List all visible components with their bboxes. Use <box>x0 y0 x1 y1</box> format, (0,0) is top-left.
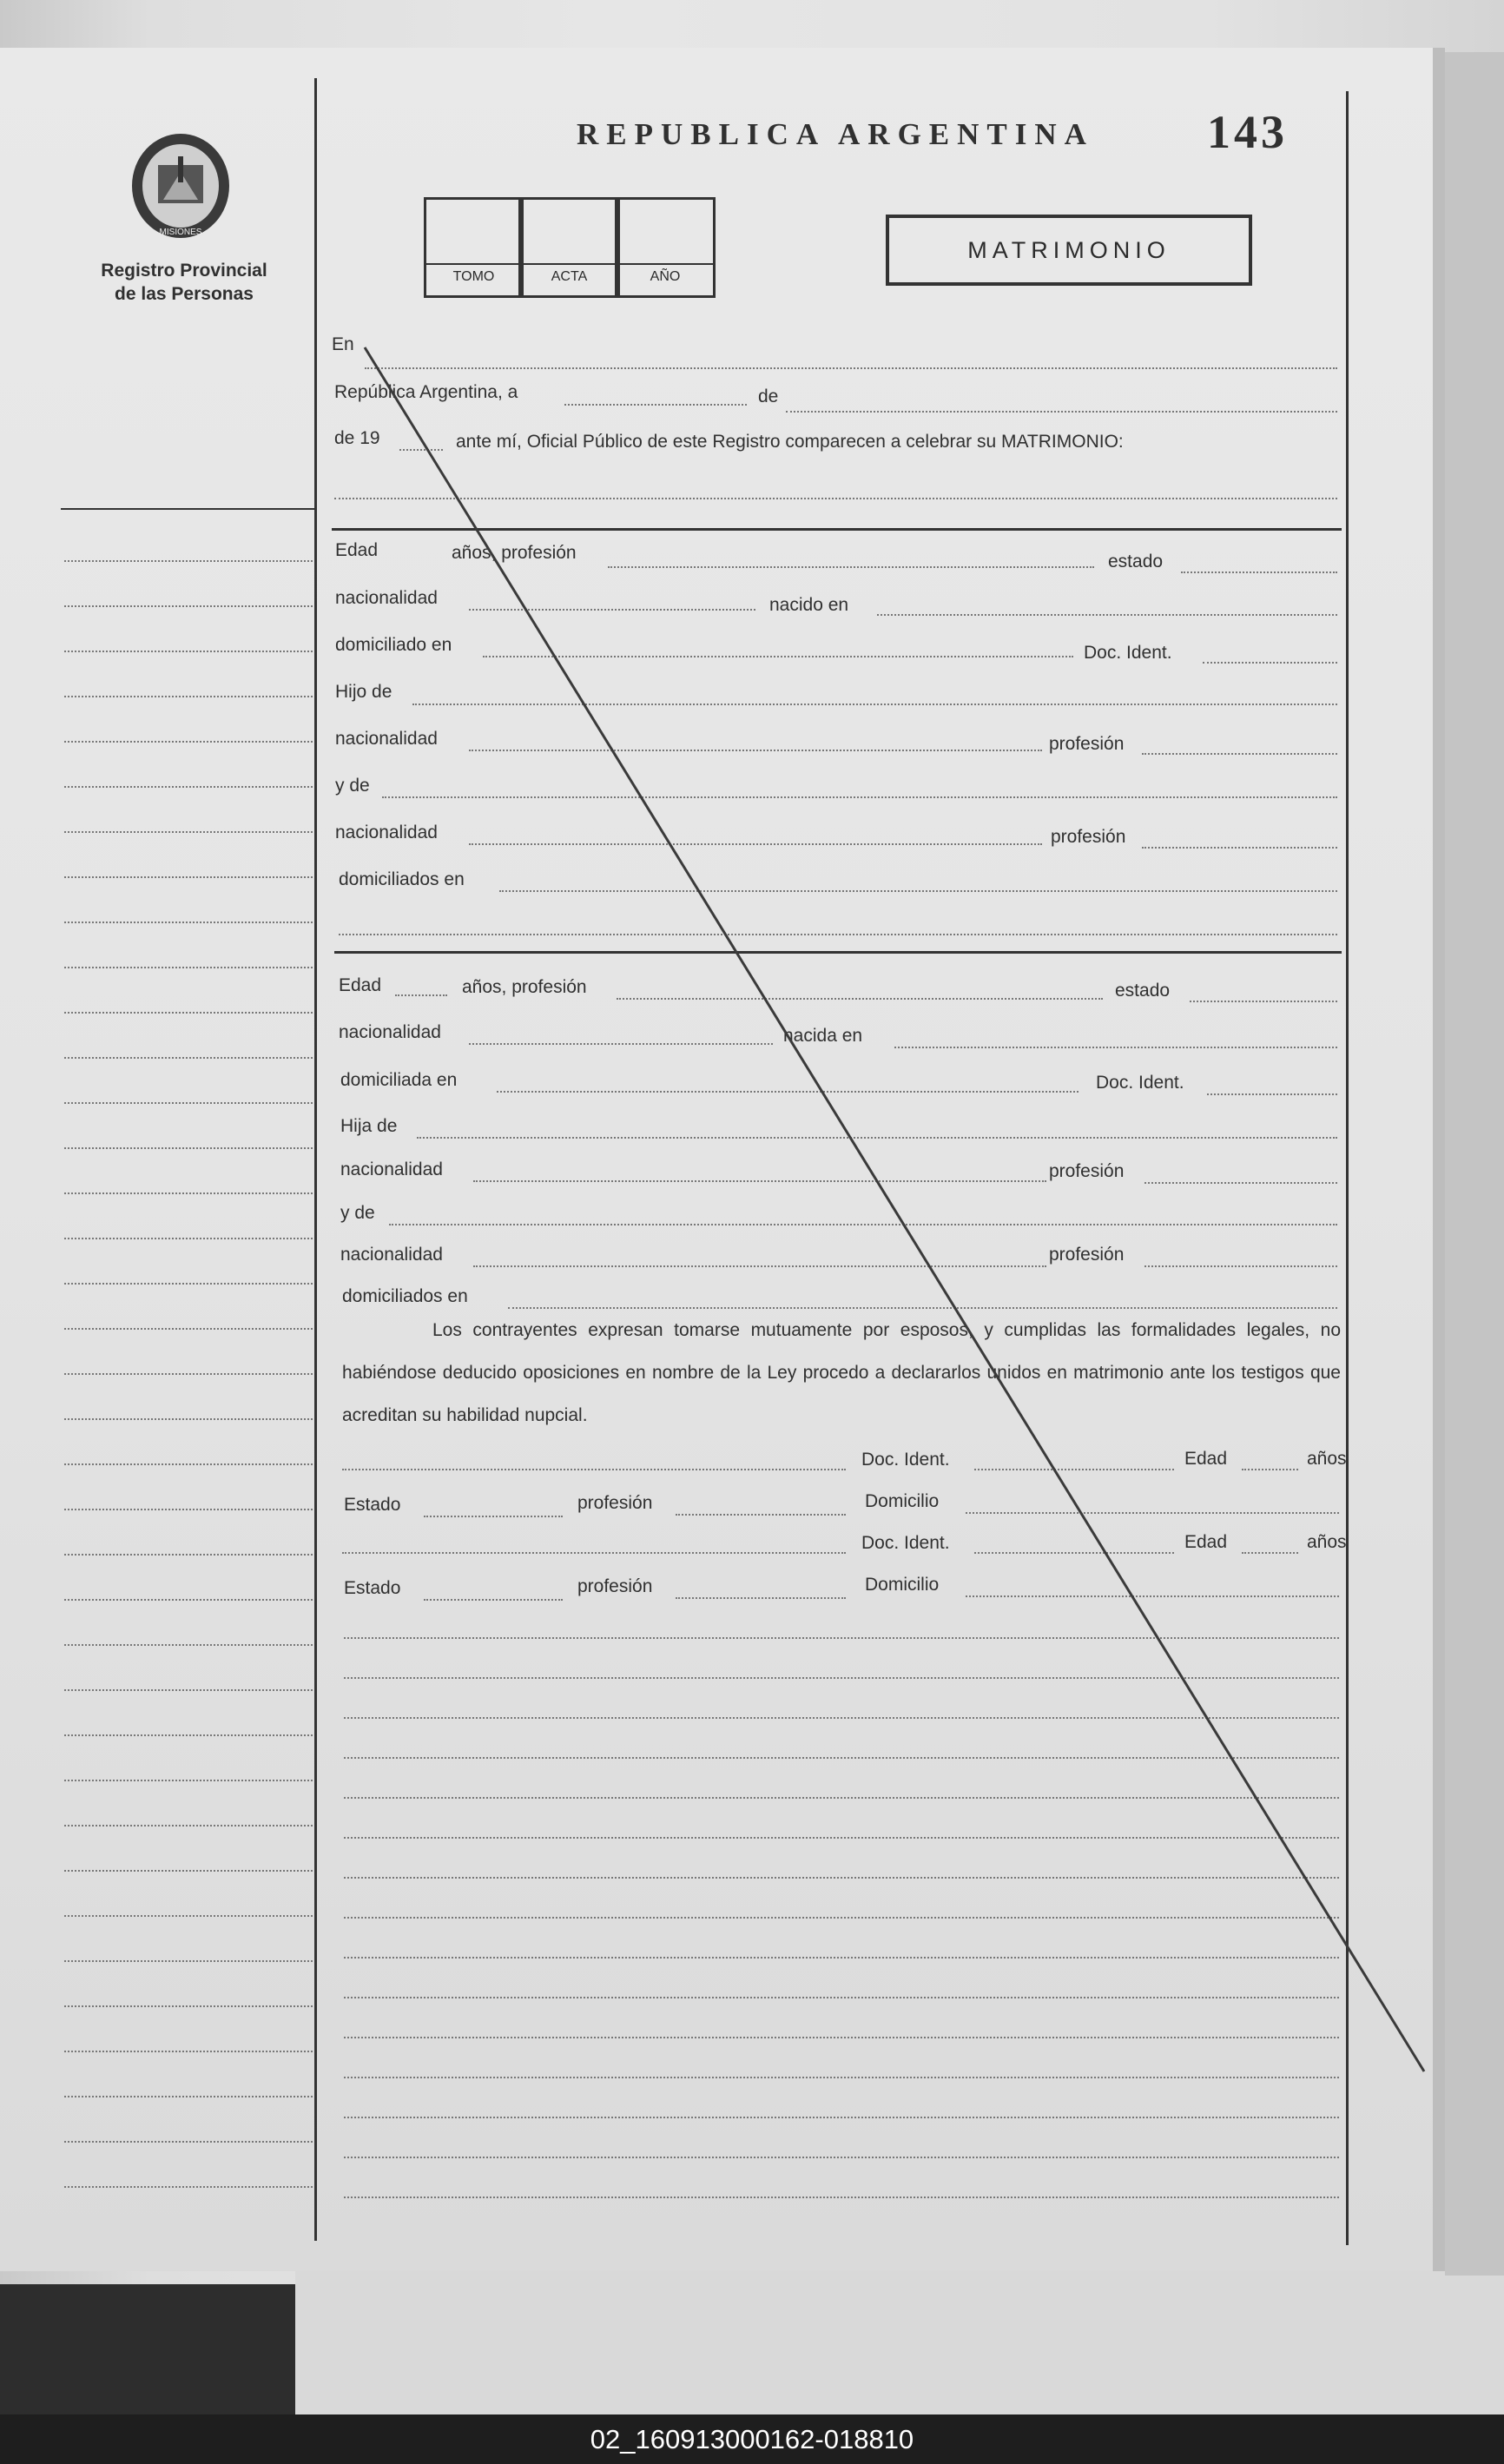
witness1-edad: Edad <box>1184 1449 1228 1469</box>
ano-label: AÑO <box>650 269 681 284</box>
witness2-anos: años <box>1307 1532 1347 1552</box>
witness2-domicilio: Domicilio <box>865 1575 940 1595</box>
intro-de: de <box>758 386 779 406</box>
folio-number: 143 <box>1207 106 1288 158</box>
intro-en: En <box>332 334 354 354</box>
bride-hija-de: Hija de <box>340 1116 398 1136</box>
background-lower-sheet <box>295 2269 1504 2414</box>
groom-profesion2: profesión <box>1051 827 1126 847</box>
witness1-domicilio: Domicilio <box>865 1491 940 1511</box>
country-title: REPUBLICA ARGENTINA <box>577 117 1094 151</box>
intro-republica: República Argentina, a <box>334 382 518 402</box>
declaration-text: Los contrayentes expresan tomarse mutuamente por esposos, y cumplidas las formalidades legales, no habiéndose deducido oposiciones en nombre de la Ley procedo a declararlos unidos en matrimonio ante los testigos que acreditan su habilidad nupcial. <box>342 1320 1341 1425</box>
bride-nacida-en: nacida en <box>783 1026 863 1046</box>
witness1-profesion: profesión <box>577 1493 653 1513</box>
witness1-estado: Estado <box>344 1495 401 1515</box>
bride-nacionalidad2: nacionalidad <box>340 1159 443 1179</box>
witness1-anos: años <box>1307 1449 1347 1469</box>
groom-nacionalidad: nacionalidad <box>335 588 438 608</box>
witness2-profesion: profesión <box>577 1576 653 1596</box>
cancellation-stroke <box>0 48 1433 2271</box>
groom-nacionalidad3: nacionalidad <box>335 822 438 842</box>
acta-label: ACTA <box>551 269 588 284</box>
registry-name-line1: Registro Provincial <box>101 261 267 281</box>
groom-domiciliados-en: domiciliados en <box>339 869 465 889</box>
bride-y-de: y de <box>340 1203 375 1223</box>
bride-nacionalidad: nacionalidad <box>339 1022 441 1042</box>
groom-estado: estado <box>1108 552 1164 571</box>
groom-nacionalidad2: nacionalidad <box>335 729 438 749</box>
groom-nacido-en: nacido en <box>769 595 849 615</box>
bride-anos-profesion: años, profesión <box>462 977 587 997</box>
witness2-estado: Estado <box>344 1578 401 1598</box>
witness1-doc: Doc. Ident. <box>861 1450 950 1470</box>
bride-profesion: profesión <box>1049 1161 1125 1181</box>
seal-text: MISIONES <box>159 228 202 237</box>
groom-y-de: y de <box>335 776 370 796</box>
act-type-label: MATRIMONIO <box>967 237 1171 263</box>
bride-nacionalidad3: nacionalidad <box>340 1245 443 1265</box>
groom-domiciliado-en: domiciliado en <box>335 635 452 655</box>
bride-edad: Edad <box>339 975 382 995</box>
background-shadow <box>0 2284 295 2414</box>
tomo-label: TOMO <box>452 269 495 284</box>
intro-de-19: de 19 <box>334 428 380 448</box>
registry-name-line2: de las Personas <box>115 284 254 304</box>
intro-comparecen: ante mí, Oficial Público de este Registro comparecen a celebrar su MATRIMONIO: <box>456 432 1124 452</box>
groom-profesion: profesión <box>1049 734 1125 754</box>
bride-domiciliados-en: domiciliados en <box>342 1286 468 1306</box>
register-page <box>0 48 1445 2271</box>
image-caption: 02_160913000162-018810 <box>0 2414 1504 2464</box>
witness2-doc: Doc. Ident. <box>861 1533 950 1553</box>
bride-domiciliada-en: domiciliada en <box>340 1070 458 1090</box>
witness2-edad: Edad <box>1184 1532 1228 1552</box>
groom-doc-ident: Doc. Ident. <box>1084 643 1172 663</box>
bride-profesion2: profesión <box>1049 1245 1125 1265</box>
bride-doc-ident: Doc. Ident. <box>1096 1073 1184 1093</box>
groom-anos-profesion: años, profesión <box>452 543 577 563</box>
bride-estado: estado <box>1115 981 1171 1001</box>
book-edge <box>1445 52 1504 2276</box>
groom-hijo-de: Hijo de <box>335 682 392 702</box>
groom-edad: Edad <box>335 540 379 560</box>
